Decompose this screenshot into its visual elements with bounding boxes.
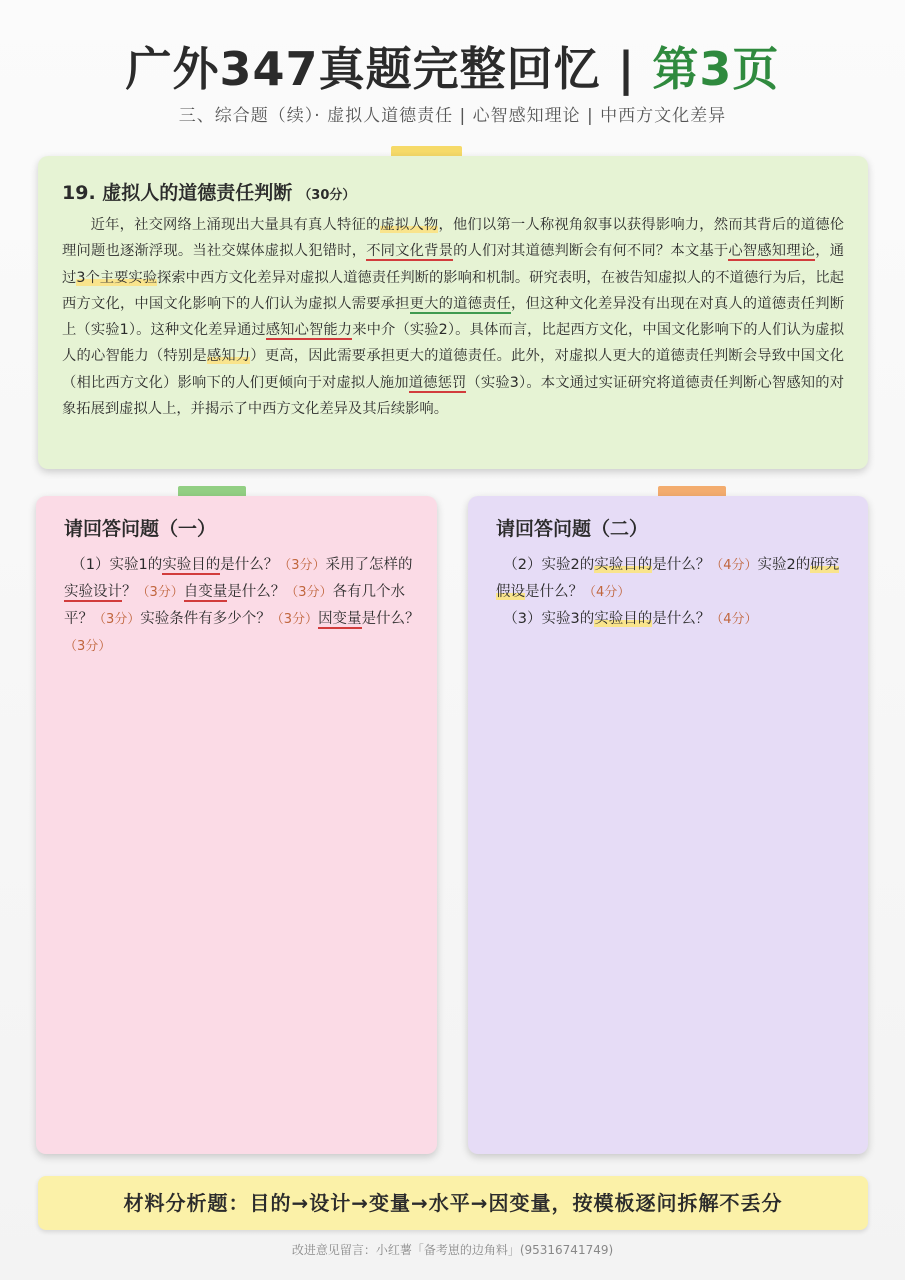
- points-label: （3分）: [270, 612, 319, 627]
- question-title: [62, 178, 355, 205]
- text-segment: ）更高，因此需要承担更大的道德责任。此外，对虚拟人更大的道德责任判断会导致中国文化（相比西方文化）影响下的人们更倾向于对虚拟人施加: [62, 348, 845, 391]
- marked-term: 实验目的: [162, 557, 221, 573]
- text-segment: 近年，社交网络上涌现出大量具有真人特征的: [90, 217, 381, 233]
- marked-term: 研究假设: [496, 557, 840, 600]
- text-segment: ，他们以第一人称视角叙事以获得影响力，然而其背后的道德伦理问题也逐渐浮现。当社交媒体虚拟人犯错时，: [62, 217, 845, 260]
- part1-question-item: [64, 552, 420, 660]
- points-label: （3分）: [136, 585, 184, 600]
- marked-term: 感知力: [206, 348, 251, 365]
- text-segment: 探索中西方文化差异对虚拟人道德责任判断的影响和机制。研究表明，在被告知虚拟人的不道德行为后，比起西方文化，中国文化影响下的人们认为虚拟人需要承担: [62, 269, 845, 312]
- title-page-number: 第3页: [652, 42, 780, 96]
- marked-term: 感知心智能力: [265, 322, 353, 339]
- points-label: （3分）: [64, 639, 112, 654]
- text-segment: 实验2的: [757, 557, 811, 573]
- text-segment: 是什么？: [652, 611, 711, 627]
- text-segment: （实验3）。本文通过实证研究将道德责任判断心智感知的对象拓展到虚拟人上，并揭示了中西方文化差异及其后续影响。: [62, 374, 844, 418]
- marked-term: 心智感知理论: [728, 243, 816, 260]
- marked-term: 虚拟人物: [380, 217, 439, 233]
- title-main: 广外347真题完整回忆: [125, 42, 601, 96]
- part2-heading: 请回答问题（二）: [496, 518, 649, 540]
- marked-term: 实验设计: [64, 584, 122, 600]
- summary-bar: 材料分析题：目的→设计→变量→水平→因变量，按模板逐问拆解不丢分: [38, 1176, 868, 1230]
- text-segment: （3）实验3的: [503, 611, 595, 627]
- marked-term: 因变量: [318, 611, 362, 627]
- marked-term: 实验目的: [594, 611, 653, 627]
- text-segment: 是什么？: [652, 557, 711, 573]
- page-subtitle: 三、综合题（续）· 虚拟人道德责任 | 心智感知理论 | 中西方文化差异: [178, 106, 727, 126]
- part2-questions: [496, 552, 848, 633]
- part1-questions: [64, 552, 420, 660]
- text-segment: 实验条件有多少个？: [140, 611, 271, 627]
- page-title: [0, 38, 905, 100]
- text-segment: ？: [122, 584, 137, 600]
- text-segment: 是什么？: [361, 611, 420, 627]
- part1-heading: 请回答问题（一）: [64, 518, 217, 540]
- marked-term: 不同文化背景: [366, 243, 454, 260]
- text-segment: 各有几个水平？: [64, 584, 406, 627]
- marked-term: 自变量: [183, 584, 228, 600]
- text-segment: 是什么？: [227, 584, 286, 600]
- text-segment: 采用了怎样的: [325, 557, 413, 573]
- text-segment: ，但这种文化差异没有出现在对真人的道德责任判断上（实验1）。这种文化差异通过: [62, 295, 845, 339]
- answer-card-part2: [468, 496, 868, 1154]
- points-label: （3分）: [285, 585, 333, 600]
- text-segment: 来中介（实验2）。具体而言，比起西方文化，中国文化影响下的人们认为虚拟人的心智能力（特别是: [62, 322, 845, 365]
- text-segment: （2）实验2的: [503, 557, 595, 573]
- points-label: （3分）: [278, 558, 326, 573]
- question-title-text: 19. 虚拟人的道德责任判断: [62, 182, 293, 204]
- text-segment: 的人们对其道德判断会有何不同？本文基于: [453, 243, 729, 260]
- question-passage: [62, 212, 844, 422]
- marked-term: 3个主要实验: [76, 269, 158, 286]
- text-segment: 是什么？: [525, 584, 583, 600]
- text-segment: 是什么？: [220, 557, 279, 573]
- part2-question-item-3: [496, 606, 848, 633]
- part2-question-item-2: [496, 552, 848, 606]
- points-label: （4分）: [710, 558, 758, 573]
- title-separator: |: [600, 42, 653, 96]
- text-segment: ，通过: [62, 243, 845, 286]
- marked-term: 实验目的: [594, 557, 653, 573]
- points-label: （4分）: [583, 585, 631, 600]
- question-card: [38, 156, 868, 469]
- text-segment: （1）实验1的: [71, 557, 163, 573]
- footer-note: 改进意见留言：小红薯「备考崽的边角料」(95316741749): [291, 1243, 614, 1257]
- marked-term: 更大的道德责任: [409, 295, 512, 312]
- answer-card-part1: [36, 496, 437, 1154]
- points-label: （4分）: [710, 612, 758, 627]
- question-points: （30分）: [298, 188, 356, 203]
- marked-term: 道德惩罚: [408, 374, 467, 391]
- points-label: （3分）: [93, 612, 141, 627]
